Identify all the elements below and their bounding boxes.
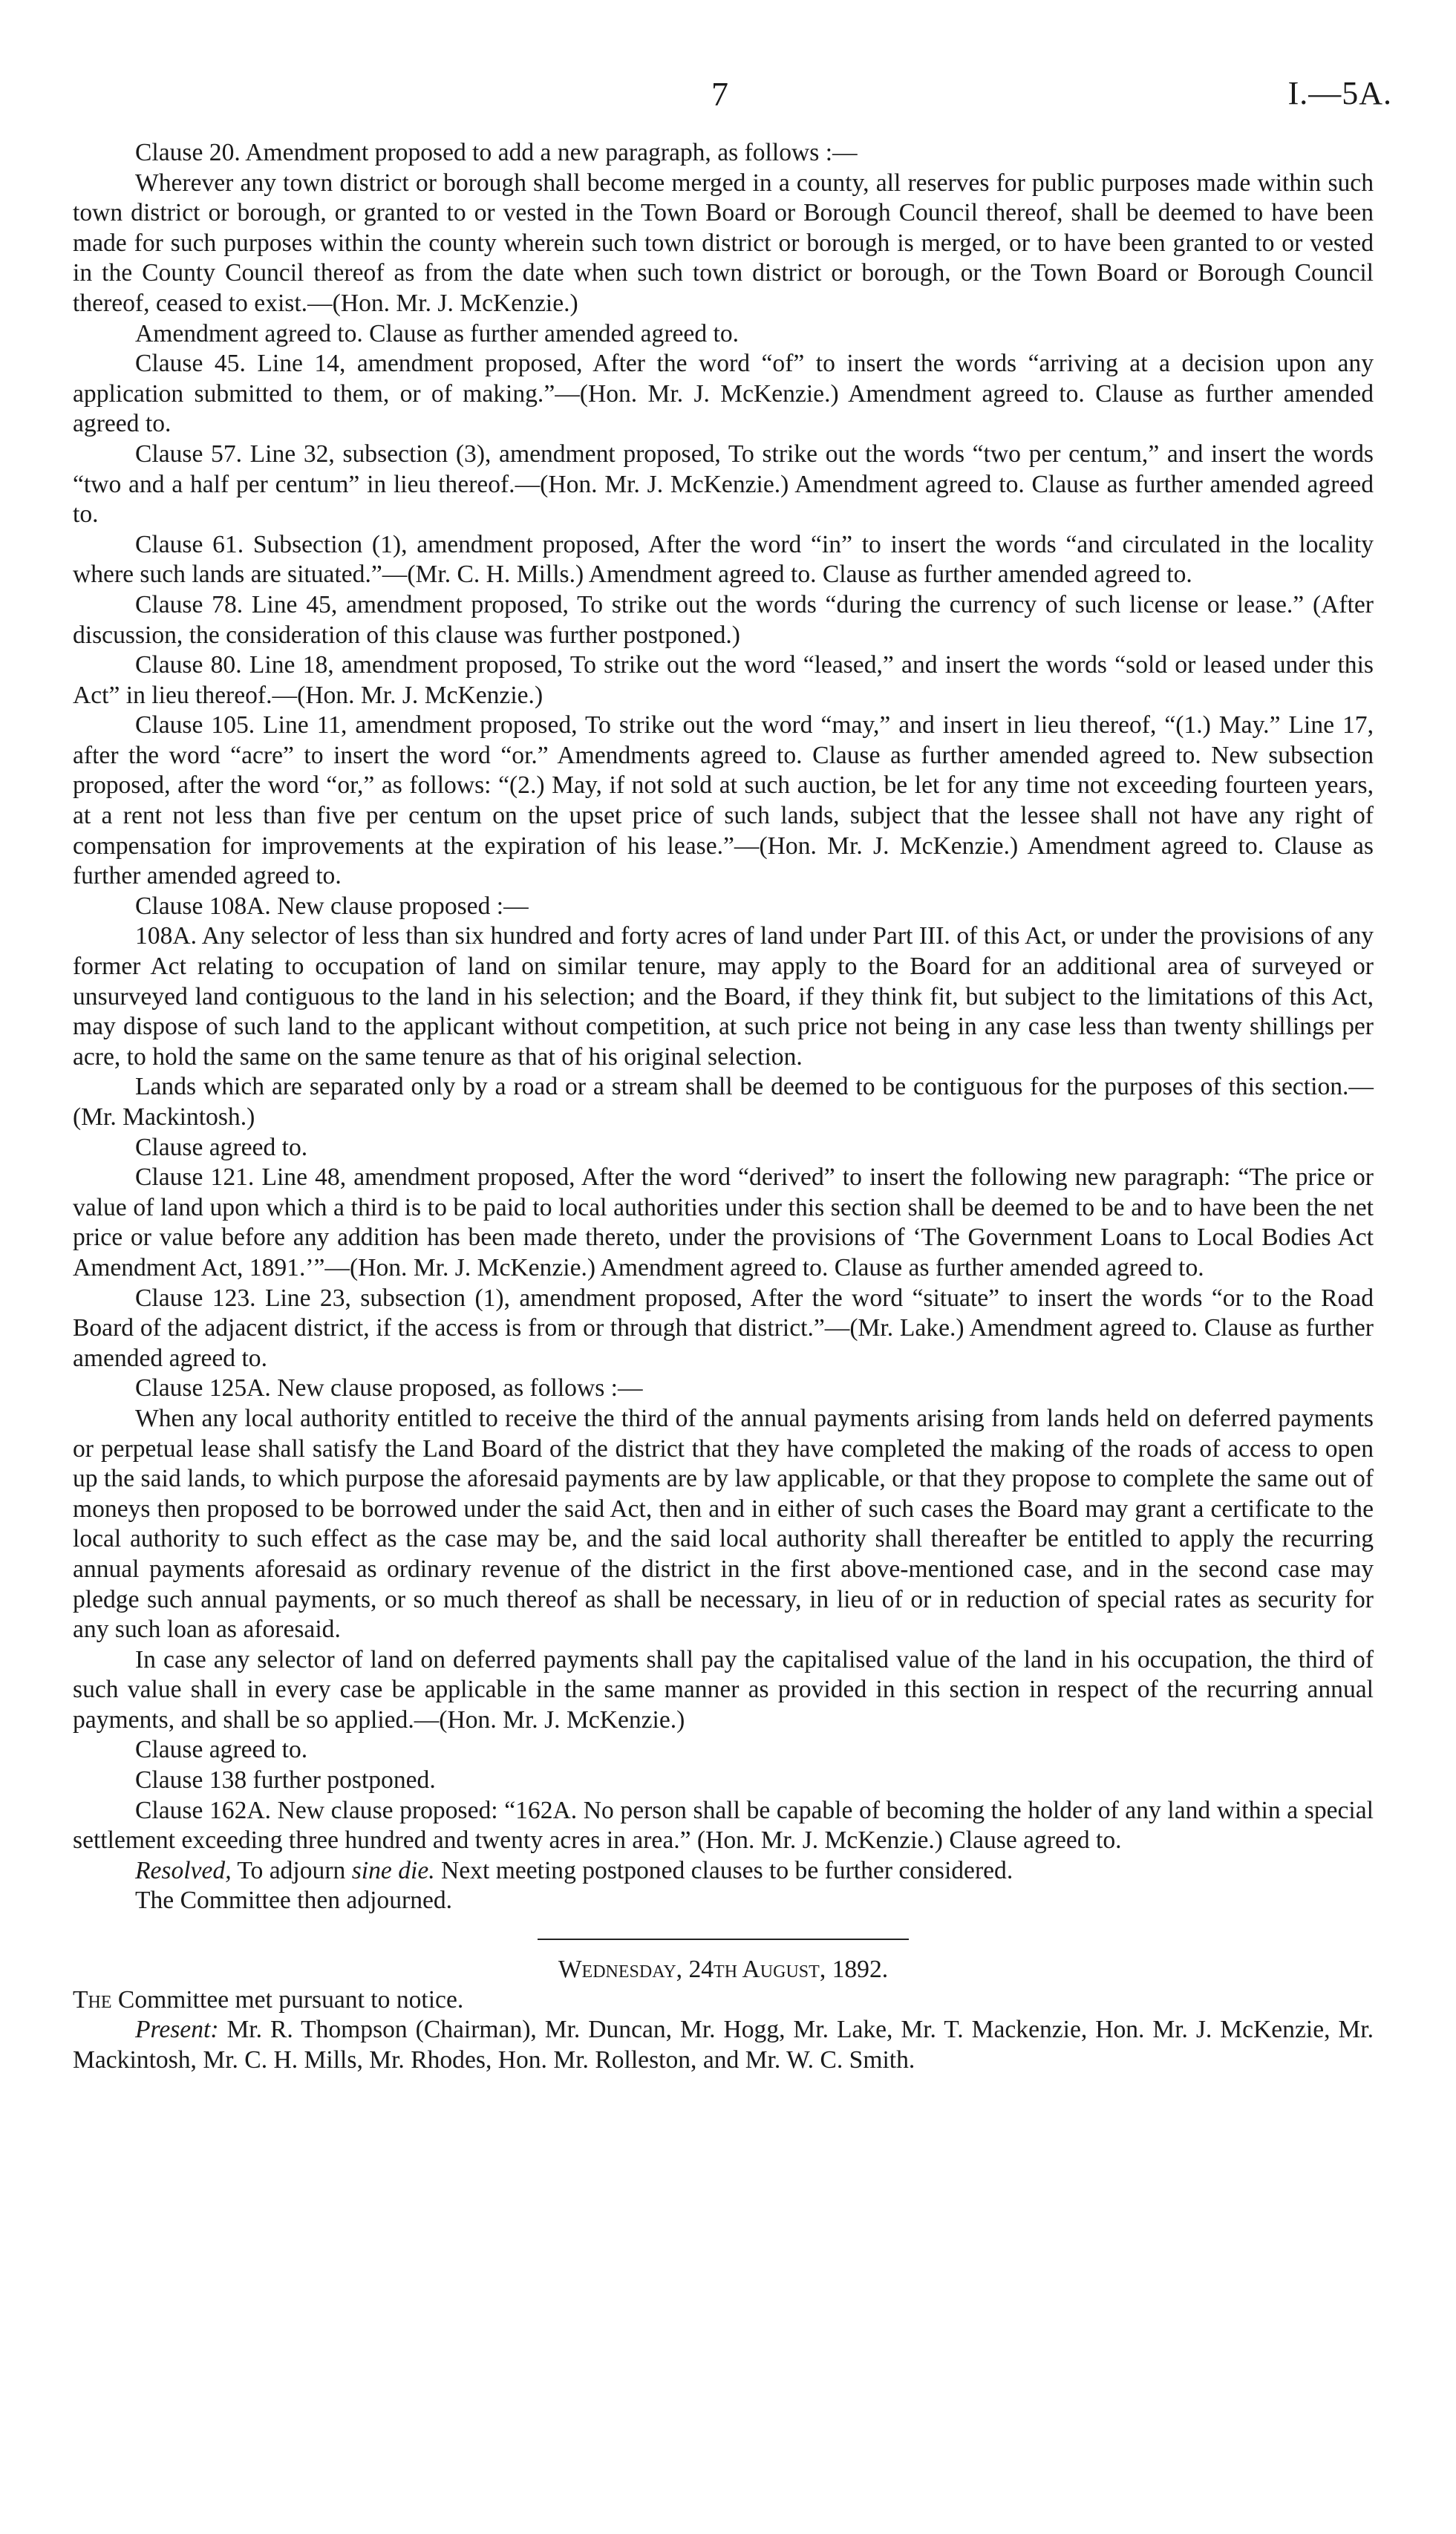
paragraph: Clause 57. Line 32, subsection (3), amendment proposed, To strike out the words “two per centum,” and insert the words “two and a half per centum” in lieu thereof.—(Hon. Mr. J. McKenzie.) Amendment agreed to. Clause as further amended agreed to. xyxy=(73,440,1374,529)
paragraph: Clause agreed to. xyxy=(135,1133,308,1161)
resolution-latin: sine die. xyxy=(351,1856,435,1884)
paragraph: In case any selector of land on deferred payments shall pay the capitalised value of the land in his occupation, the third of such value shall in every case be applicable in the same manner as provided in this section in respect of the recurring annual payments, and shall be so applied.—(Hon. Mr. J. McKenzie.) xyxy=(73,1645,1374,1734)
paragraph: Wherever any town district or borough shall become merged in a county, all reserves for public purposes made within such town district or borough, or granted to or vested in the Town Board or Borough Council thereof, shall be deemed to have been made for such purposes within the county wherein such town district or borough is merged, or to have been granted to or vested in the County Council thereof as from the date when such town district or borough, or the Town Board or Borough Council thereof, ceased to exist.—(Hon. Mr. J. McKenzie.) xyxy=(73,169,1374,317)
paragraph: When any local authority entitled to receive the third of the annual payments arising from lands held on deferred payments or perpetual lease shall satisfy the Land Board of the district that they have completed the making of the roads of access to open up the said lands, to which purpose the aforesaid payments are by law applicable, or that they propose to complete the same out of moneys then proposed to be borrowed under the said Act, then and in either of such cases the Board may grant a certificate to the local authority to such effect as the case may be, and the said local authority shall thereafter be entitled to apply the recurring annual payments aforesaid as ordinary revenue of the district in the first above-mentioned case, and in the second case may pledge such annual payments, or so much thereof as shall be necessary, in lieu of or in reduction of special rates as security for any such loan as aforesaid. xyxy=(73,1404,1374,1644)
paragraph: Clause 78. Line 45, amendment proposed, To strike out the words “during the currency of such license or lease.” (After discussion, the consideration of this clause was further postponed.) xyxy=(73,590,1374,649)
resolution-rest: Next meeting postponed clauses to be further considered. xyxy=(441,1856,1013,1884)
paragraph: Clause 105. Line 11, amendment proposed, To strike out the word “may,” and insert in lieu thereof, “(1.) May.” Line 17, after the word “acre” to insert the word “or.” Amendments agreed to. Clause as further amended agreed to. New subsection proposed, after the word “or,” as follows: “(2.) May, if not sold at such auction, be let for any time not exceeding fourteen years, at a rent not less than five per centum on the upset price of such lands, subject that the lessee shall not have any right of compensation for improvements at the expiration of his lease.”—(Hon. Mr. J. McKenzie.) Amendment agreed to. Clause as further amended agreed to. xyxy=(73,711,1374,890)
paragraph: Clause 162A. New clause proposed: “162A. No person shall be capable of becoming the holder of any land within a special settlement exceeding three hundred and twenty acres in area.” (Hon. Mr. J. McKenzie.) Clause agreed to. xyxy=(73,1796,1374,1855)
resolution-paragraph xyxy=(73,1856,1374,1887)
paragraph: 108A. Any selector of less than six hundred and forty acres of land under Part III. of this Act, or under the provisions of any former Act relating to occupation of land on similar tenure, may apply to the Board for an additional area of surveyed or unsurveyed land contiguous to the land in his selection; and the Board, if they think fit, but subject to the limitations of this Act, may dispose of such land to the applicant without competition, at such price not being in any case less than twenty shillings per acre, to hold the same on the same tenure as that of his original selection. xyxy=(73,922,1374,1071)
document-reference: I.—5A. xyxy=(1287,75,1392,111)
page-header xyxy=(0,74,1456,119)
attendance-paragraph xyxy=(73,2015,1374,2075)
resolution-text: To adjourn xyxy=(237,1856,346,1884)
paragraph: Clause 121. Line 48, amendment proposed, After the word “derived” to insert the following new paragraph: “The price or value of land upon which a third is to be paid to local authorities under this section shall be deemed to be and to have been the net price or value before any addition has been made thereto, under the provisions of ‘The Government Loans to Local Bodies Act Amendment Act, 1891.’”—(Hon. Mr. J. McKenzie.) Amendment agreed to. Clause as further amended agreed to. xyxy=(73,1163,1374,1281)
meeting-date-heading: Wednesday, 24th August, 1892. xyxy=(558,1956,889,1984)
opening-first-word: The xyxy=(73,1985,112,2014)
paragraph: Clause 20. Amendment proposed to add a new paragraph, as follows :— xyxy=(135,139,858,166)
paragraph: Clause 123. Line 23, subsection (1), amendment proposed, After the word “situate” to insert the words “or to the Road Board of the adjacent district, if the access is from or through that district.”—(Mr. Lake.) Amendment agreed to. Clause as further amended agreed to. xyxy=(73,1284,1374,1372)
minutes-body xyxy=(73,138,1374,2075)
paragraph: Clause 80. Line 18, amendment proposed, To strike out the word “leased,” and insert the words “sold or leased under this Act” in lieu thereof.—(Hon. Mr. J. McKenzie.) xyxy=(73,651,1374,709)
section-divider xyxy=(538,1939,909,1940)
present-label: Present: xyxy=(135,2016,219,2044)
resolved-label: Resolved, xyxy=(135,1856,232,1884)
paragraph: Clause 125A. New clause proposed, as follows :— xyxy=(135,1374,643,1402)
paragraph: Lands which are separated only by a road or a stream shall be deemed to be contiguous for the purposes of this section.—(Mr. Mackintosh.) xyxy=(73,1073,1374,1131)
paragraph: Clause 108A. New clause proposed :— xyxy=(135,892,529,920)
paragraph: Amendment agreed to. Clause as further amended agreed to. xyxy=(135,319,740,347)
paragraph: Clause 45. Line 14, amendment proposed, After the word “of” to insert the words “arriving at a decision upon any application submitted to them, or of making.”—(Hon. Mr. J. McKenzie.) Amendment agreed to. Clause as further amended agreed to. xyxy=(73,350,1374,438)
meeting-opening xyxy=(73,1985,1374,2016)
opening-text: Committee met pursuant to notice. xyxy=(117,1985,464,2014)
present-list: Mr. R. Thompson (Chairman), Mr. Duncan, Mr. Hogg, Mr. Lake, Mr. T. Mackenzie, Hon. Mr. J. McKenzie, Mr. Mackintosh, Mr. C. H. Mills, Mr. Rhodes, Hon. Mr. Rolleston, and Mr. W. C. Smith. xyxy=(73,2016,1374,2074)
paragraph: Clause agreed to. xyxy=(135,1736,308,1764)
paragraph: The Committee then adjourned. xyxy=(135,1887,453,1915)
paragraph: Clause 61. Subsection (1), amendment proposed, After the word “in” to insert the words “and circulated in the locality where such lands are situated.”—(Mr. C. H. Mills.) Amendment agreed to. Clause as further amended agreed to. xyxy=(73,530,1374,589)
page-number: 7 xyxy=(711,75,728,113)
paragraph: Clause 138 further postponed. xyxy=(135,1766,436,1795)
